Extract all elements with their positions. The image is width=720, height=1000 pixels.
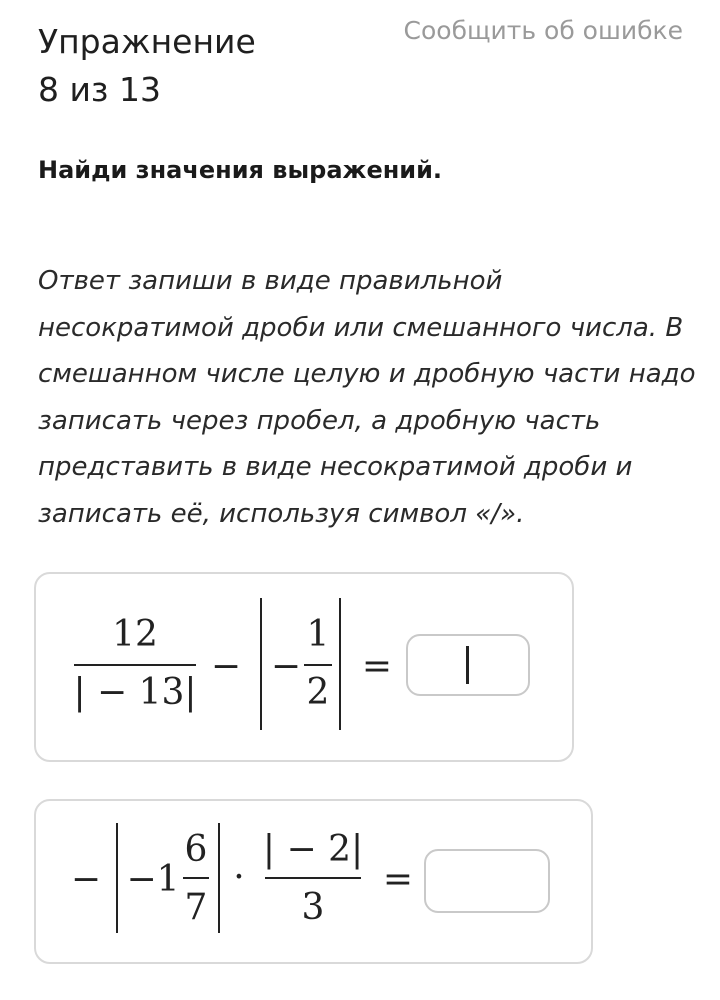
ex1-inner-denominator: 2 (306, 672, 330, 713)
exercise-counter: 8 из 13 (38, 70, 161, 109)
ex2-denominator: 3 (301, 887, 325, 928)
ex2-equals: = (382, 859, 414, 900)
ex1-denominator: | − 13| (73, 672, 197, 713)
ex2-lead-minus: − (70, 859, 102, 900)
task-title: Найди значения выражений. (38, 156, 443, 184)
answer-input-2[interactable] (424, 849, 550, 913)
ex1-minus: − (210, 646, 242, 687)
exercise-card-1 (34, 572, 574, 762)
ex2-numerator: | − 2| (262, 829, 364, 870)
ex2-dot: · (233, 857, 245, 898)
ex2-fraction-denominator: 7 (184, 887, 208, 928)
ex1-inner-numerator: 1 (306, 614, 330, 655)
ex2-mixed-whole: −1 (126, 859, 180, 900)
exercise-card-2 (34, 799, 593, 964)
ex2-fraction-numerator: 6 (184, 829, 208, 870)
report-error-link[interactable]: Сообщить об ошибке (403, 16, 683, 45)
exercise-label: Упражнение (38, 22, 256, 61)
ex1-numerator: 12 (112, 614, 158, 655)
ex1-inner-sign: − (270, 646, 302, 687)
page-title (38, 18, 256, 114)
text-caret (466, 646, 469, 684)
ex1-equals: = (361, 646, 393, 687)
task-instruction: Ответ запиши в виде правильной несократимой дроби или смешанного числа. В смешанном числе целую и дробную части надо записать через пробел, а дробную часть представить в виде несократимой дроби и записать её, используя символ «/». (38, 266, 696, 529)
